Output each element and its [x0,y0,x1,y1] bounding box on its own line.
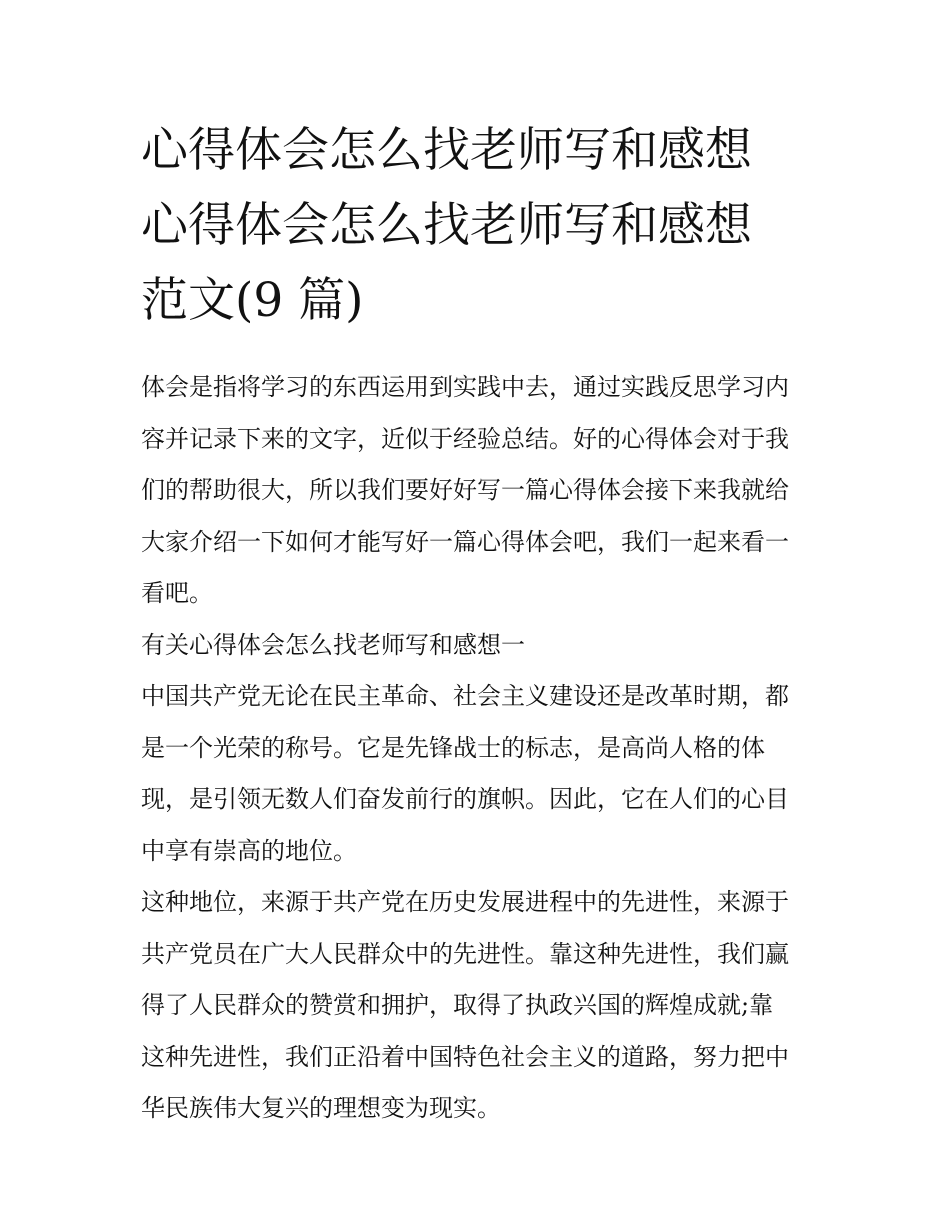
document-title [141,113,819,338]
text-line: 容并记录下来的文字，近似于经验总结。好的心得体会对于我 [141,424,789,453]
text-line: 们的帮助很大，所以我们要好好写一篇心得体会接下来我就给 [141,476,789,504]
paragraph-1 [141,671,819,877]
text-line: 现，是引领无数人们奋发前行的旗帜。因此，它在人们的心目 [141,785,789,813]
text-line: 这种先进性，我们正沿着中国特色社会主义的道路，努力把中 [141,1042,789,1071]
intro-paragraph [141,362,819,620]
text-line: 共产党员在广大人民群众中的先进性。靠这种先进性，我们赢 [141,939,789,968]
text-line: 大家介绍一下如何才能写好一篇心得体会吧，我们一起来看一 [141,527,789,556]
paragraph-2 [141,877,819,1135]
text-line: 是一个光荣的称号。它是先锋战士的标志，是高尚人格的体 [141,733,765,762]
text-line: 中国共产党无论在民主革命、社会主义建设还是改革时期，都 [141,682,789,710]
text-line: 得了人民群众的赞赏和拥护，取得了执政兴国的辉煌成就;靠 [141,991,774,1019]
title-line: 范文(9 篇) [141,273,364,328]
title-line: 心得体会怎么找老师写和感想 [141,198,752,253]
text-line: 体会是指将学习的东西运用到实践中去，通过实践反思学习内 [141,373,789,401]
document-content [141,113,819,1135]
title-line: 心得体会怎么找老师写和感想 [141,123,752,178]
text-line: 这种地位，来源于共产党在历史发展进程中的先进性，来源于 [141,888,789,916]
text-line: 华民族伟大复兴的理想变为现实。 [141,1094,501,1122]
text-line: 中享有崇高的地位。 [141,836,357,865]
section-heading: 有关心得体会怎么找老师写和感想一 [141,630,525,659]
document-body [141,362,819,1135]
text-line: 看吧。 [141,579,213,607]
